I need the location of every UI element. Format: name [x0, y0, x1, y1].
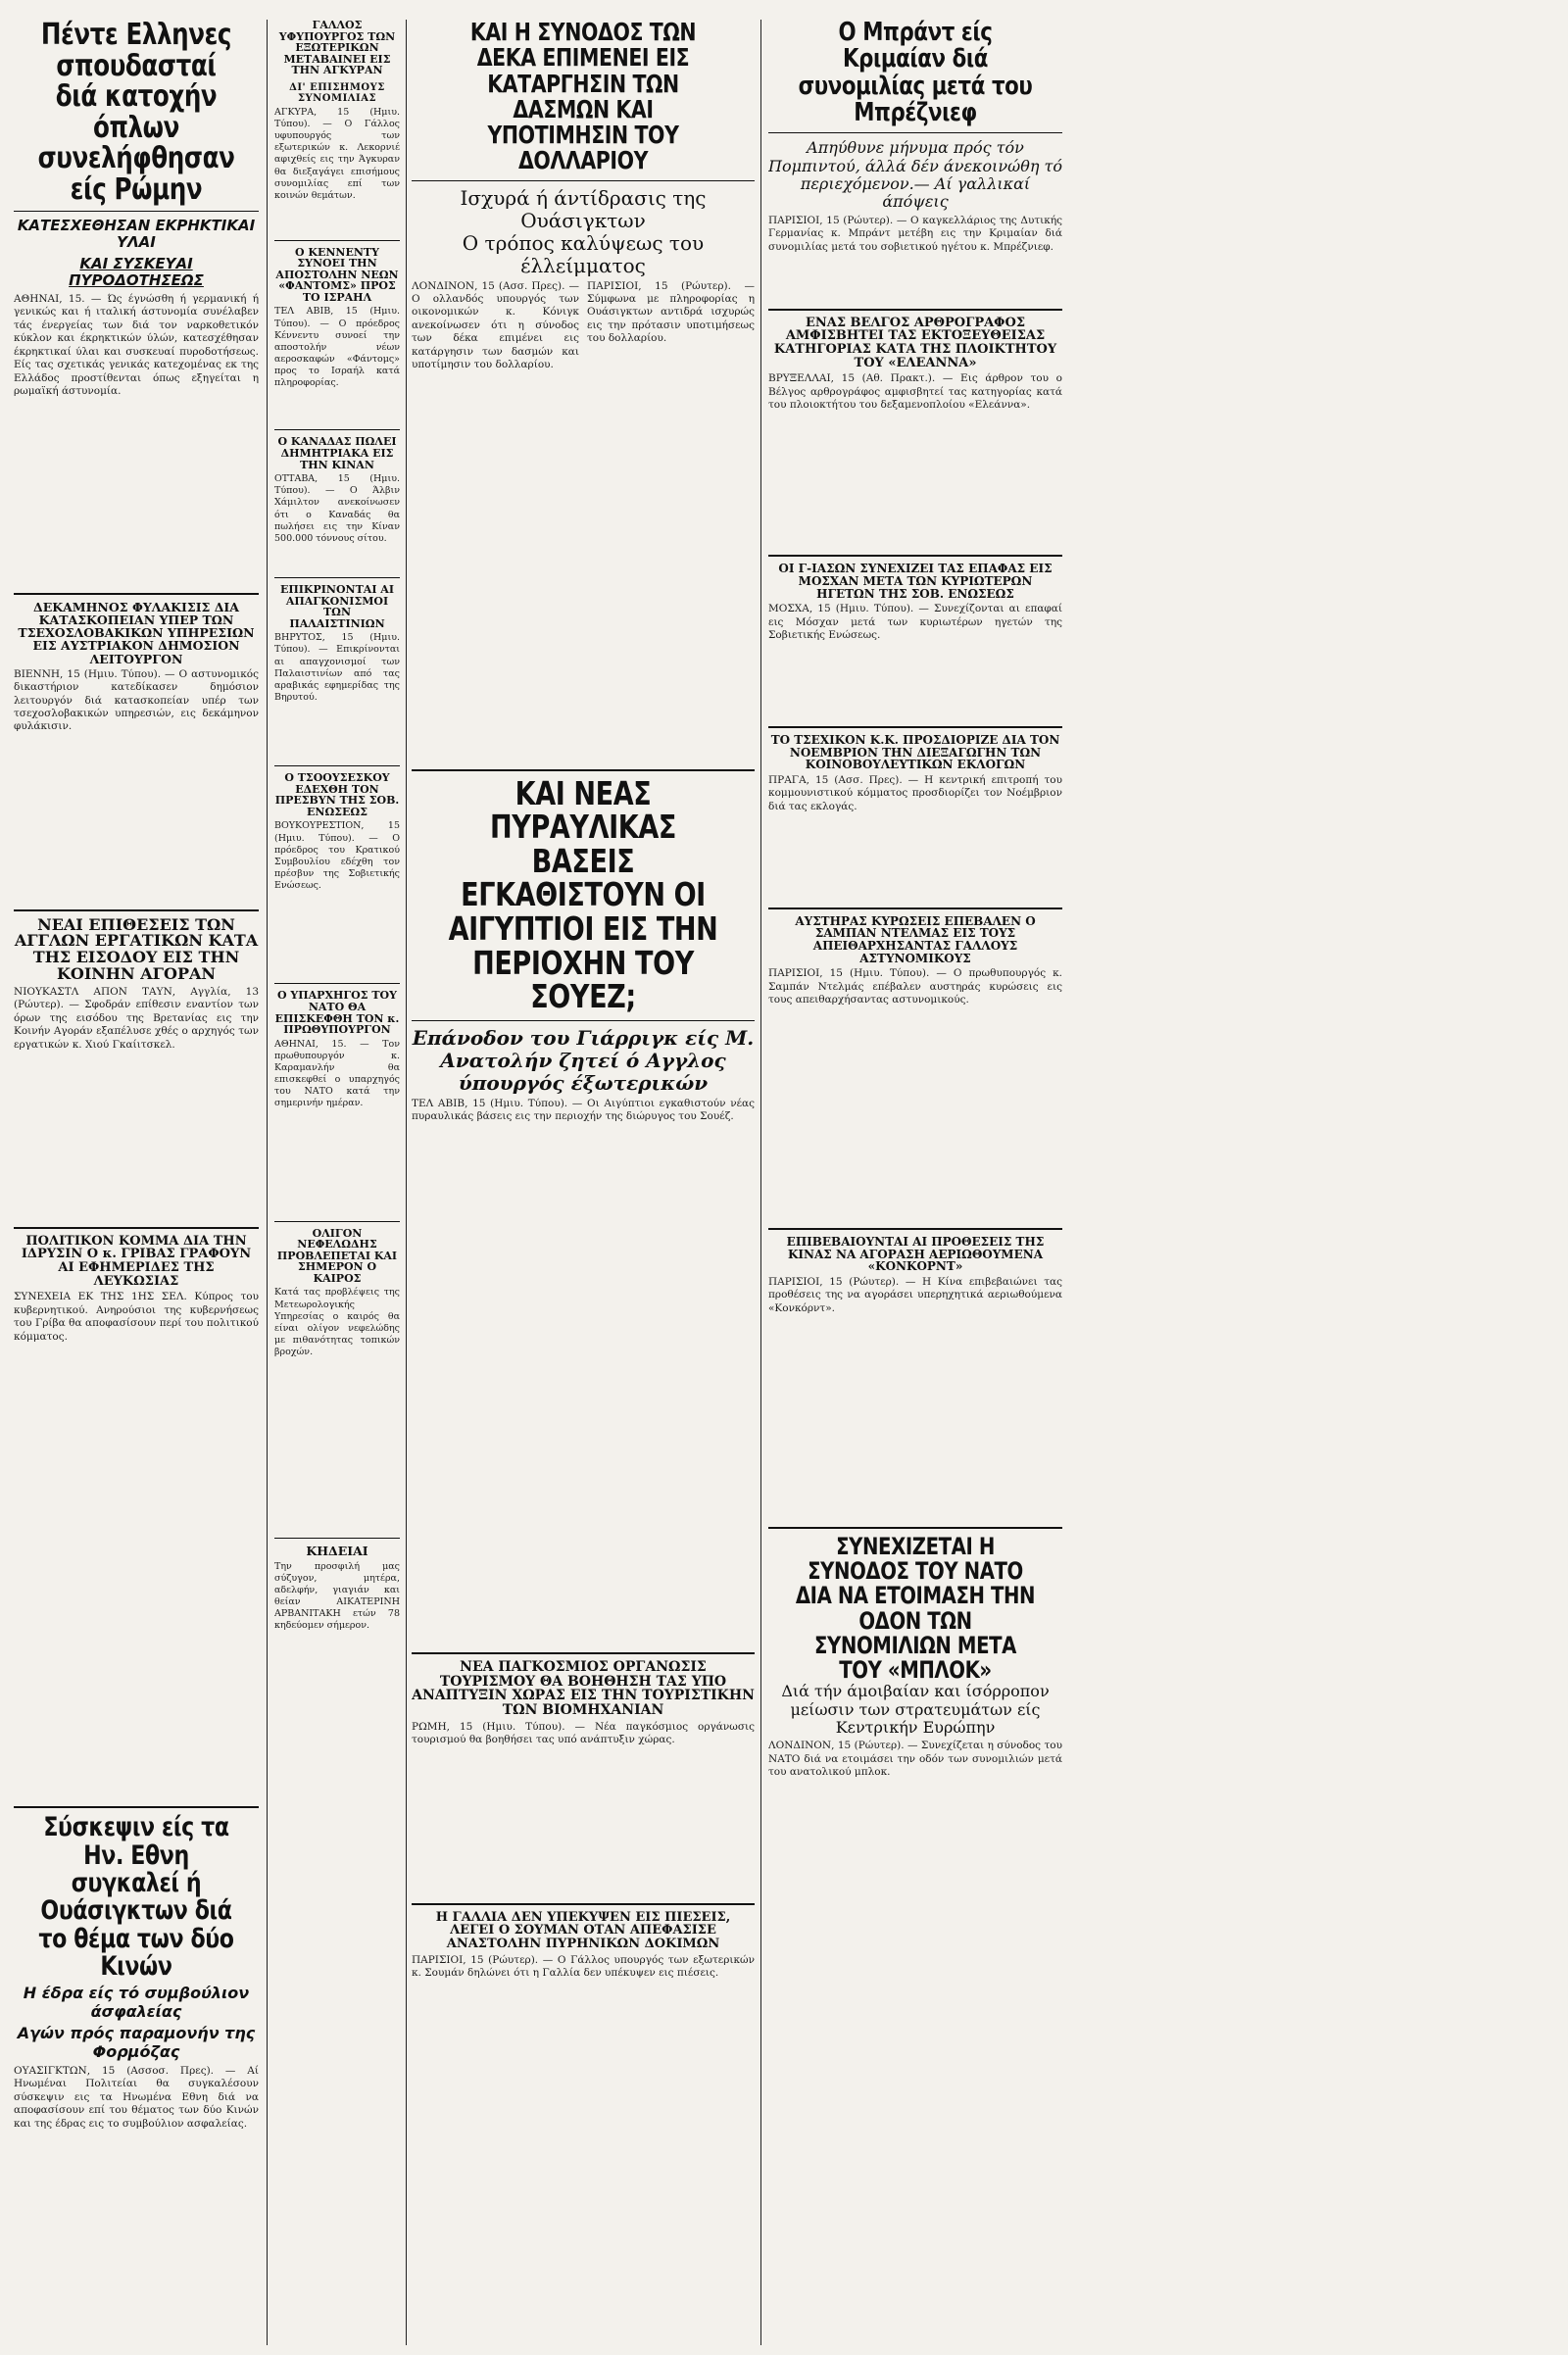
column-2 [274, 20, 400, 2345]
article-body: Την προσφιλή μας σύζυγον, μητέρα, αδελφήν, γιαγιάν και θείαν ΑΙΚΑΤΕΡΙΝΗ ΑΡΒΑΝΙΤΑΚΗ ετών 78 κηδεύομεν σήμερον. [274, 1560, 400, 1632]
headline-british-labour: ΝΕΑΙ ΕΠΙΘΕΣΕΙΣ ΤΩΝ ΑΓΓΛΩΝ ΕΡΓΑΤΙΚΩΝ ΚΑΤΑ ΤΗΣ ΕΙΣΟΔΟΥ ΕΙΣ ΤΗΝ ΚΟΙΝΗΝ ΑΓΟΡΑΝ [14, 914, 259, 984]
article-body: ΜΟΣΧΑ, 15 (Ημιυ. Τύπου). — Συνεχίζονται αι επαφαί εις Μόσχαν μετά των κυριωτέρων ηγετών της Σοβιετικής Ενώσεως. [768, 603, 1062, 641]
deck-formosa: Αγών πρός παραμονήν της Φορμόζας [17, 2024, 256, 2061]
headline-czech-elections: ΤΟ ΤΣΕΧΙΚΟΝ Κ.Κ. ΠΡΟΣΔΙΟΡΙΖΕ ΔΙΑ ΤΟΝ ΝΟΕΜΒΡΙΟΝ ΤΗΝ ΔΙΕΞΑΓΩΓΗΝ ΤΩΝ ΚΟΙΝΟΒΟΥΛΕΥΤΙΚΩΝ ΕΚΛΟΓΩΝ [770, 733, 1060, 772]
headline-tourism-org: ΝΕΑ ΠΑΓΚΟΣΜΙΟΣ ΟΡΓΑΝΩΣΙΣ ΤΟΥΡΙΣΜΟΥ ΘΑ ΒΟΗΘΗΣΗ ΤΑΣ ΥΠΟ ΑΝΑΠΤΥΞΙΝ ΧΩΡΑΣ ΕΙΣ ΤΗΝ ΤΟΥΡΙΣΤΙΚΗΝ ΤΩΝ ΒΙΟΜΗΧΑΝΙΑΝ [412, 1658, 755, 1719]
article-body: ΟΤΤΑΒΑ, 15 (Ημιυ. Τύπου). — Ο Άλβιν Χάμιλτον ανεκοίνωσεν ότι ο Καναδάς θα πωλήσει εις την Κίναν 500.000 τόννους σίτου. [274, 473, 400, 544]
headline-france-nuclear: Η ΓΑΛΛΙΑ ΔΕΝ ΥΠΕΚΥΨΕΝ ΕΙΣ ΠΙΕΣΕΙΣ, ΛΕΓΕΙ Ο ΣΟΥΜΑΝ ΟΤΑΝ ΑΠΕΦΑΣΙΣΕ ΑΝΑΣΤΟΛΗΝ ΠΥΡΗΝΙΚΩΝ ΔΟΚΙΜΩΝ [435, 1909, 731, 1952]
article-body: ΒΗΡΥΤΟΣ, 15 (Ημιυ. Τύπου). — Επικρίνονται αι απαγχονισμοί των Παλαιστινίων από τας αραβικάς εφημερίδας της Βηρυτού. [274, 632, 400, 704]
subhead-washington-reaction: Ισχυρά ή άντίδρασις της Ουάσιγκτων [460, 185, 707, 232]
article-body: ΒΙΕΝΝΗ, 15 (Ημιυ. Τύπου). — Ο αστυνομικός δικαστήριον κατεδίκασεν δημόσιον λειτουργόν διά κατασκοπείαν υπέρ των τσεχοσλοβακικών υπηρεσιών, εις δεκάμηνον φυλάκισιν. [14, 667, 259, 733]
subhead-pompidou: Απηύθυνε μήνυμα πρός τόν Πομπιντού, άλλά δέν άνεκοινώθη τό περιεχόμενον.— Αί γαλλικαί άπόψεις [768, 138, 1062, 212]
headline-canada-china-grain: Ο ΚΑΝΑΔΑΣ ΠΩΛΕΙ ΔΗΜΗΤΡΙΑΚΑ ΕΙΣ ΤΗΝ ΚΙΝΑΝ [277, 435, 397, 471]
article-body: ΝΙΟΥΚΑΣΤΛ ΑΠΟΝ ΤΑΥΝ, Αγγλία, 13 (Ρώυτερ). — Σφοδράν επίθεσιν εναντίον των όρων της εισόδου της Βρετανίας εις την Κοινήν Αγοράν εξαπέλυσε χθές ο αρχηγός των εργατικών κ. Χιού Γκαίιτσκελ. [14, 985, 259, 1051]
column-4 [768, 20, 1062, 2345]
column-1 [14, 20, 259, 2345]
headline-nato-deputy: Ο ΥΠΑΡΧΗΓΟΣ ΤΟΥ ΝΑΤΟ ΘΑ ΕΠΙΣΚΕΦΘΗ ΤΟΝ κ. ΠΡΩΘΥΠΟΥΡΓΟΝ [274, 989, 400, 1037]
headline-french-minister-ankara: ΓΑΛΛΟΣ ΥΦΥΠΟΥΡΓΟΣ ΤΩΝ ΕΞΩΤΕΡΙΚΩΝ ΜΕΤΑΒΑΙΝΕΙ ΕΙΣ ΤΗΝ ΑΓΚΥΡΑΝ [278, 20, 396, 77]
headline-weather: ΟΛΙΓΟΝ ΝΕΦΕΛΩΔΗΣ ΠΡΟΒΛΕΠΕΤΑΙ ΚΑΙ ΣΗΜΕΡΟΝ Ο ΚΑΙΡΟΣ [276, 1226, 398, 1285]
subhead-deficit: Ο τρόπος καλύψεως του έλλείμματος [462, 230, 705, 277]
article-body: ΛΟΝΔΙΝΟΝ, 15 (Ρώυτερ). — Συνεχίζεται η σύνοδος του ΝΑΤΟ διά να ετοιμάσει την οδόν των συνομιλιών μετά του ανατολικού μπλοκ. [768, 1740, 1062, 1779]
headline-chaban-delmas: ΑΥΣΤΗΡΑΣ ΚΥΡΩΣΕΙΣ ΕΠΕΒΑΛΕΝ Ο ΣΑΜΠΑΝ ΝΤΕΛΜΑΣ ΕΙΣ ΤΟΥΣ ΑΠΕΙΘΑΡΧΗΣΑΝΤΑΣ ΓΑΛΛΟΥΣ ΑΣΤΥΝΟΜΙΚΟΥΣ [795, 913, 1036, 965]
headline-un-two-chinas: Σύσκεψιν είς τα Ην. Εθνη συγκαλεί ή Ουάσιγκτων διά το θέμα των δύο Κινών [38, 1812, 234, 1983]
article-body: ΠΑΡΙΣΙΟΙ, 15 (Ρώυτερ). — Ο Γάλλος υπουργός των εξωτερικών κ. Σουμάν δηλώνει ότι η Γαλλία δεν υπέκυψεν εις πιέσεις. [412, 1953, 755, 1980]
headline-espionage-austria: ΔΕΚΑΜΗΝΟΣ ΦΥΛΑΚΙΣΙΣ ΔΙΑ ΚΑΤΑΣΚΟΠΕΙΑΝ ΥΠΕΡ ΤΩΝ ΤΣΕΧΟΣΛΟΒΑΚΙΚΩΝ ΥΠΗΡΕΣΙΩΝ ΕΙΣ ΑΥΣΤΡΙΑΚΟΝ ΔΗΜΟΣΙΟΝ ΛΕΙΤΟΥΡΓΟΝ [18, 600, 255, 666]
deck-official-talks: ΔΙ' ΕΠΙΣΗΜΟΥΣ ΣΥΝΟΜΙΛΙΑΣ [289, 81, 385, 104]
article-body: Κατά τας προβλέψεις της Μετεωρολογικής Υπηρεσίας ο καιρός θα είναι ολίγον νεφελώδης με πιθανότητας τοπικών βροχών. [274, 1287, 400, 1358]
article-body: ΑΓΚΥΡΑ, 15 (Ημιυ. Τύπου). — Ο Γάλλος υφυπουργός των εξωτερικών κ. Λεκορνιέ αφιχθείς εις την Άγκυραν θα διεξαγάγει επισήμους συνομιλίας επί των κοινών θεμάτων. [274, 106, 400, 201]
headline-kennedy-phantoms: Ο ΚΕΝΝΕΝΤΥ ΣΥΝΟΕΙ ΤΗΝ ΑΠΟΣΤΟΛΗΝ ΝΕΩΝ «ΦΑΝΤΟΜΣ» ΠΡΟΣ ΤΟ ΙΣΡΑΗΛ [275, 245, 399, 304]
article-body: ΟΥΑΣΙΓΚΤΩΝ, 15 (Ασσοσ. Πρες). — Αί Ηνωμέναι Πολιτείαι θα συγκαλέσουν σύσκεψιν εις τα Ηνωμένα Εθνη διά να αποφασίσουν επί του θέματος των δύο Κινών και της έδρας εις το συμβούλιον ασφαλείας. [14, 2065, 259, 2130]
headline-grivas-party: ΠΟΛΙΤΙΚΟΝ ΚΟΜΜΑ ΔΙΑ ΤΗΝ ΙΔΡΥΣΙΝ Ο κ. ΓΡΙΒΑΣ ΓΡΑΦΟΥΝ ΑΙ ΕΦΗΜΕΡΙΔΕΣ ΤΗΣ ΛΕΥΚΩΣΙΑΣ [21, 1233, 252, 1289]
subhead-mbfr: Διά τήν άμοιβαίαν και ίσόρροπον μείωσιν των στρατευμάτων είς Κεντρικήν Ευρώπην [781, 1682, 1050, 1737]
article-body: ΠΑΡΙΣΙΟΙ, 15 (Ρώυτερ). — Η Κίνα επιβεβαιώνει τας προθέσεις της να αγοράσει υπερηχητικά αεριωθούμενα «Κονκόρντ». [768, 1276, 1062, 1314]
article-body: ΠΑΡΙΣΙΟΙ, 15 (Ρώυτερ). — Σύμφωνα με πληροφορίας η Ουάσιγκτων αντιδρά ισχυρώς εις την πρότασιν υποτιμήσεως του δολλαρίου. [587, 279, 755, 345]
headline-greek-students-rome: Πέντε Ελληνες σπουδασταί διά κατοχήν όπλων συνελήφθησαν είς Ρώμην [37, 20, 235, 207]
headline-brandt-crimea: Ο Μπράντ είς Κριμαίαν διά συνομιλίας μετά του Μπρέζνιεφ [798, 20, 1033, 127]
headline-egypt-missiles: ΚΑΙ ΝΕΑΣ ΠΥΡΑΥΛΙΚΑΣ ΒΑΣΕΙΣ ΕΓΚΑΘΙΣΤΟΥΝ ΟΙ ΑΙΓΥΠΤΙΟΙ ΕΙΣ ΤΗΝ ΠΕΡΙΟΧΗΝ ΤΟΥ ΣΟΥΕΖ; [448, 773, 718, 1016]
headline-eleanna: ΕΝΑΣ ΒΕΛΓΟΣ ΑΡΘΡΟΓΡΑΦΟΣ ΑΜΦΙΣΒΗΤΕΙ ΤΑΣ ΕΚΤΟΞΕΥΘΕΙΣΑΣ ΚΑΤΗΓΟΡΙΑΣ ΚΑΤΑ ΤΗΣ ΠΛΟΙΚΤΗΤΟΥ ΤΟΥ «ΕΛΕΑΝΝΑ» [773, 315, 1057, 370]
headline-nato-session: ΣΥΝΕΧΙΖΕΤΑΙ Η ΣΥΝΟΔΟΣ ΤΟΥ ΝΑΤΟ ΔΙΑ ΝΑ ΕΤΟΙΜΑΣΗ ΤΗΝ ΟΔΟΝ ΤΩΝ ΣΥΝΟΜΙΛΙΩΝ ΜΕΤΑ ΤΟΥ «ΜΠΛΟΚ» [795, 1533, 1036, 1684]
article-body: ΠΑΡΙΣΙΟΙ, 15 (Ημιυ. Τύπου). — Ο πρωθυπουργός κ. Σαμπάν Ντελμάς επέβαλεν αυστηράς κυρώσεις εις τους απειθαρχήσαντας αστυνομικούς. [768, 967, 1062, 1006]
article-body: ΑΘΗΝΑΙ, 15. — Τον πρωθυπουργόν κ. Καραμανλήν θα επισκεφθεί ο υπαρχηγός του ΝΑΤΟ κατά την σημερινήν ημέραν. [274, 1038, 400, 1109]
article-body: ΑΘΗΝΑΙ, 15. — Ώς έγνώσθη ή γερμανική ή γενικώς και ή ιταλική άστυνομία συνέλαβεν τάς ένεργείας των διά τον ναρκοθετικόν κύκλον και έκρηκτικών ύλών, κατεσχέθησαν έκρηκτικαί ύλαι και συσκευαί πυροδοτήσεως. Είς τας σχετικάς γενικάς κατεχομένας εκ της Ελλάδος προστίθενται όπως εξηγείται η ρωμαϊκή άστυνομία. [14, 293, 259, 398]
article-body: ΡΩΜΗ, 15 (Ημιυ. Τύπου). — Νέα παγκόσμιος οργάνωσις τουρισμού θα βοηθήσει τας υπό ανάπτυξιν χώρας. [412, 1720, 755, 1746]
headline-group-of-ten: ΚΑΙ Η ΣΥΝΟΔΟΣ ΤΩΝ ΔΕΚΑ ΕΠΙΜΕΝΕΙ ΕΙΣ ΚΑΤΑΡΓΗΣΙΝ ΤΩΝ ΔΑΣΜΩΝ ΚΑΙ ΥΠΟΤΙΜΗΣΙΝ ΤΟΥ ΔΟΛΛΑΡΙΟΥ [469, 20, 697, 175]
article-body: ΠΡΑΓΑ, 15 (Ασσ. Πρες). — Η κεντρική επιτροπή του κομμουνιστικού κόμματος προσδιορίζει τον Νοέμβριον διά τας εκλογάς. [768, 773, 1062, 812]
article-body: ΤΕΛ ΑΒΙΒ, 15 (Ημιυ. Τύπου). — Ο πρόεδρος Κέννεντυ συνοεί την αποστολήν νέων αεροσκαφών «Φάντομς» προς το Ισραήλ κατά πληροφορίας. [274, 306, 400, 389]
headline-ceausescu: Ο ΤΣΟΟΥΣΕΣΚΟΥ ΕΔΕΧΘΗ ΤΟΝ ΠΡΕΣΒΥΝ ΤΗΣ ΣΟΒ. ΕΝΩΣΕΩΣ [274, 771, 400, 818]
article-body: ΣΥΝΕΧΕΙΑ ΕΚ ΤΗΣ 1ΗΣ ΣΕΛ. Κύπρος του κυβερνητικού. Ανηρούσιοι της κυβερνήσεως του Γρίβα θα αποφασίσουν περί του πολιτικού κόμματος. [14, 1291, 259, 1343]
headline-moscow-contacts: ΟΙ Γ-ΙΑΣΩΝ ΣΥΝΕΧΙΖΕΙ ΤΑΣ ΕΠΑΦΑΣ ΕΙΣ ΜΟΣΧΑΝ ΜΕΤΑ ΤΩΝ ΚΥΡΙΩΤΕΡΩΝ ΗΓΕΤΩΝ ΤΗΣ ΣΟΒ. ΕΝΩΣΕΩΣ [778, 562, 1053, 601]
headline-china-concorde: ΕΠΙΒΕΒΑΙΟΥΝΤΑΙ ΑΙ ΠΡΟΘΕΣΕΙΣ ΤΗΣ ΚΙΝΑΣ ΝΑ ΑΓΟΡΑΣΗ ΑΕΡΙΩΘΟΥΜΕΝΑ «ΚΟΝΚΟΡΝΤ» [786, 1235, 1045, 1274]
column-3 [412, 20, 755, 2345]
article-body: ΛΟΝΔΙΝΟΝ, 15 (Ασσ. Πρες). — Ο ολλανδός υπουργός των οικονομικών κ. Κόνιγκ ανεκοίνωσεν ότι η σύνοδος των δέκα επιμένει εις κατάργησιν των δασμών και υποτίμησιν του δολλαρίου. [412, 279, 579, 371]
article-body: ΒΡΥΞΕΛΛΑΙ, 15 (Αθ. Πρακτ.). — Εις άρθρον του ο Βέλγος αρθρογράφος αμφισβητεί τας κατηγορίας κατά του πλοιοκτήτου του δεξαμενοπλοίου «Ελεάννα». [768, 372, 1062, 412]
subhead-jarring: Επάνοδον του Γιάρριγκ είς Μ. Ανατολήν ζητεί ό Αγγλος ύπουργός έξωτερικών [412, 1025, 755, 1095]
article-body: ΒΟΥΚΟΥΡΕΣΤΙΟΝ, 15 (Ημιυ. Τύπου). — Ο πρόεδρος του Κρατικού Συμβουλίου εδέχθη τον πρέσβυν της Σοβιετικής Ενώσεως. [274, 820, 400, 892]
deck-security-council: Η έδρα είς τό συμβούλιον άσφαλείας [23, 1984, 250, 2021]
headline-palestinians: ΕΠΙΚΡΙΝΟΝΤΑΙ ΑΙ ΑΠΑΓΚΟΝΙΣΜΟΙ ΤΩΝ ΠΑΛΑΙΣΤΙΝΙΩΝ [280, 583, 394, 630]
article-body: ΠΑΡΙΣΙΟΙ, 15 (Ρώυτερ). — Ο καγκελλάριος της Δυτικής Γερμανίας κ. Μπράντ μετέβη εις την Κριμαίαν διά συνομιλίας μετά του σοβιετικού ηγέτου κ. Μπρέζνιεφ. [768, 214, 1062, 253]
article-body: ΤΕΛ ΑΒΙΒ, 15 (Ημιυ. Τύπου). — Οι Αιγύπτιοι εγκαθιστούν νέας πυραυλικάς βάσεις εις την περιοχήν της διώρυγος του Σουέζ. [412, 1097, 755, 1123]
deck-explosives: ΚΑΤΕΣΧΕΘΗΣΑΝ ΕΚΡΗΚΤΙΚΑΙ ΥΛΑΙ [17, 217, 256, 252]
deck-detonators: ΚΑΙ ΣΥΣΚΕΥΑΙ ΠΥΡΟΔΟΤΗΣΕΩΣ [69, 254, 204, 289]
headline-funerals: ΚΗΔΕΙΑΙ [306, 1544, 368, 1559]
